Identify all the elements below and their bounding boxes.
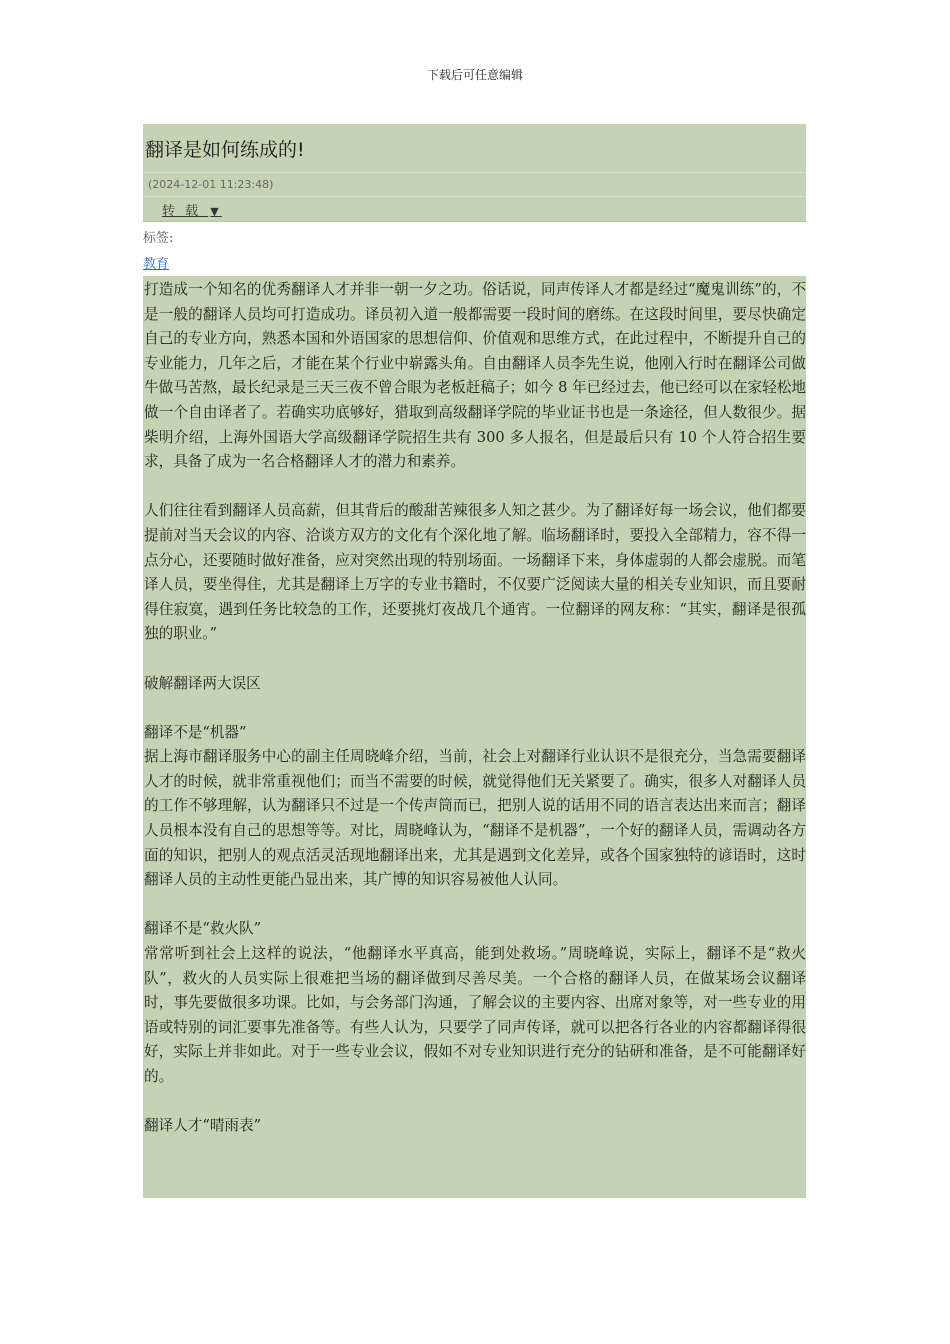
spacer bbox=[144, 647, 806, 672]
page-header: 下载后可任意编辑 bbox=[426, 68, 523, 82]
tag-link-education[interactable]: 教育 bbox=[143, 257, 170, 272]
paragraph: 打造成一个知名的优秀翻译人才并非一朝一夕之功。俗话说，同声传译人才都是经过“魔鬼训练”的，不是一般的翻译人员均可打造成功。译员初入道一般都需要一段时间的磨练。在这段时间里，要尽快确定自己的专业方向，熟悉本国和外语国家的思想信仰、价值观和思维方式，在此过程中，不断提升自己的专业能力，几年之后，才能在某个行业中崭露头角。自由翻译人员李先生说，他刚入行时在翻译公司做牛做马苦熬，最长纪录是三天三夜不曾合眼为老板赶稿子；如今 8 年已经过去，他已经可以在家轻松地做一个自由译者了。若确实功底够好，猎取到高级翻译学院的毕业证书也是一条途径，但人数很少。据柴明介绍，上海外国语大学高级翻译学院招生共有 300 多人报名，但是最后只有 10 个人符合招生要求，具备了成为一名合格翻译人才的潜力和素养。 bbox=[144, 281, 806, 471]
paragraph: 据上海市翻译服务中心的副主任周晓峰介绍，当前，社会上对翻译行业认识不是很充分，当急需要翻译人才的时候，就非常重视他们；而当不需要的时候，就觉得他们无关紧要了。确实，很多人对翻译人员的工作不够理解，认为翻译只不过是一个传声筒而已，把别人说的话用不同的语言表达出来而言；翻译人员根本没有自己的思想等等。对比，周晓峰认为，“翻译不是机器”，一个好的翻译人员，需调动各方面的知识，把别人的观点活灵活现地翻译出来，尤其是遇到文化差异，或各个国家独特的谚语时，这时翻译人员的主动性更能凸显出来，其广博的知识容易被他人认同。 bbox=[144, 748, 806, 889]
article bbox=[143, 124, 806, 1198]
article-date: (2024-12-01 11:23:48) bbox=[148, 178, 274, 191]
paragraph: 常常听到社会上这样的说法，“他翻译水平真高，能到处救场。”周晓峰说，实际上，翻译不是“救火队”，救火的人员实际上很难把当场的翻译做到尽善尽美。一个合格的翻译人员，在做某场会议翻译时，事先要做很多功课。比如，与会务部门沟通，了解会议的主要内容、出席对象等，对一些专业的用语或特别的词汇要事先准备等。有些人认为，只要学了同声传译，就可以把各行各业的内容都翻译得很好，实际上并非如此。对于一些专业会议，假如不对专业知识进行充分的钻研和准备，是不可能翻译好的。 bbox=[144, 945, 806, 1085]
tags-label: 标签: bbox=[143, 231, 174, 246]
spacer bbox=[144, 893, 806, 918]
section-heading: 破解翻译两大误区 bbox=[144, 674, 261, 692]
subsection-heading: 翻译不是“机器” bbox=[144, 723, 247, 741]
article-body bbox=[143, 276, 806, 1198]
spacer bbox=[144, 696, 806, 721]
subsection-heading: 翻译人才“晴雨表” bbox=[144, 1117, 262, 1135]
spacer bbox=[144, 1090, 806, 1115]
subsection-heading: 翻译不是“救火队” bbox=[144, 920, 262, 938]
repost-label: 转 载 bbox=[162, 203, 202, 219]
spacer bbox=[144, 475, 806, 500]
article-title: 翻译是如何练成的! bbox=[145, 138, 305, 161]
paragraph: 人们往往看到翻译人员高薪，但其背后的酸甜苦辣很多人知之甚少。为了翻译好每一场会议，他们都要提前对当天会议的内容、洽谈方双方的文化有个深化地了解。临场翻译时，要投入全部精力，容不得一点分心，还要随时做好准备，应对突然出现的特别场面。一场翻译下来，身体虚弱的人都会虚脱。而笔译人员，要坐得住，尤其是翻译上万字的专业书籍时，不仅要广泛阅读大量的相关专业知识，而且要耐得住寂寞，遇到任务比较急的工作，还要挑灯夜战几个通宵。一位翻译的网友称：“其实，翻译是很孤独的职业。” bbox=[144, 502, 806, 643]
repost-button[interactable] bbox=[162, 200, 222, 219]
date-bar bbox=[143, 173, 806, 197]
title-bar bbox=[143, 124, 806, 173]
repost-bar bbox=[143, 197, 806, 222]
triangle-down-icon: ▼ bbox=[210, 204, 222, 218]
